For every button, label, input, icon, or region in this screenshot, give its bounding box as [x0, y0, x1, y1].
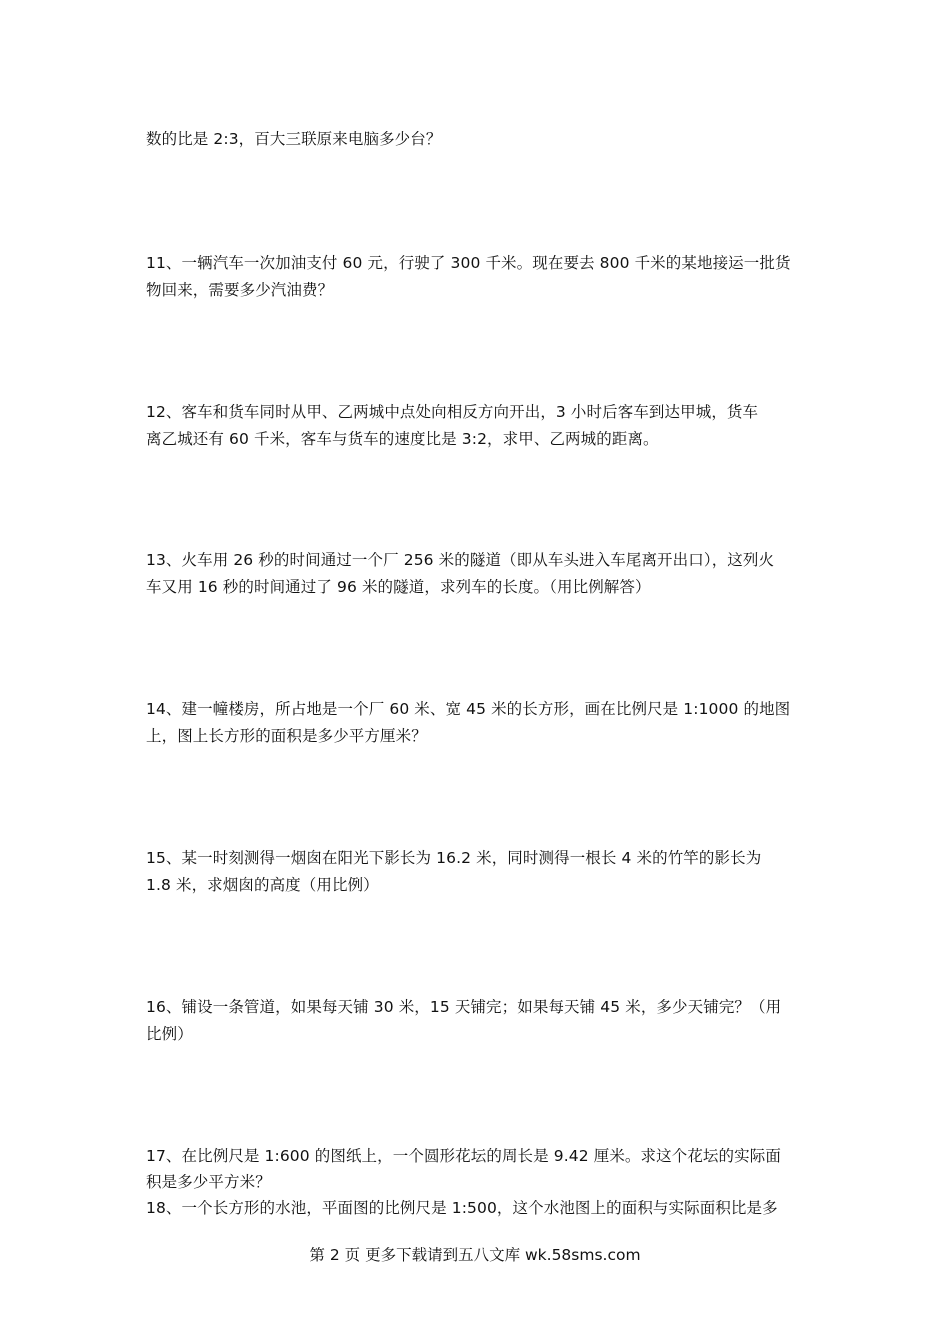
problem-11-line-2: 物回来，需要多少汽油费？ [146, 281, 334, 299]
problem-13-line-1: 13、火车用 26 秒的时间通过一个厂 256 米的隧道（即从车头进入车尾离开出口），这列火 [146, 551, 775, 569]
problem-11-line-1: 11、一辆汽车一次加油支付 60 元，行驶了 300 千米。现在要去 800 千米的某地接运一批货 [146, 254, 791, 272]
problem-16-line-1: 16、铺设一条管道，如果每天铺 30 米，15 天铺完；如果每天铺 45 米，多少天铺完？（用 [146, 998, 782, 1016]
page-footer: 第 2 页 更多下载请到五八文库 wk.58sms.com [309, 1246, 641, 1264]
problem-18-line-1: 18、一个长方形的水池，平面图的比例尺是 1:500，这个水池图上的面积与实际面积比是多 [146, 1199, 778, 1217]
problem-16-line-2: 比例） [146, 1025, 193, 1043]
problem-17-line-2: 积是多少平方米？ [146, 1173, 271, 1191]
problem-13-line-2: 车又用 16 秒的时间通过了 96 米的隧道，求列车的长度。（用比例解答） [146, 578, 651, 596]
problem-14-line-1: 14、建一幢楼房，所占地是一个厂 60 米、宽 45 米的长方形，画在比例尺是 1:1000 的地图 [146, 700, 791, 718]
problem-15-line-1: 15、某一时刻测得一烟囱在阳光下影长为 16.2 米，同时测得一根长 4 米的竹竿的影长为 [146, 849, 762, 867]
problem-17-line-1: 17、在比例尺是 1:600 的图纸上，一个圆形花坛的周长是 9.42 厘米。求这个花坛的实际面 [146, 1147, 781, 1165]
problem-12-line-2: 离乙城还有 60 千米，客车与货车的速度比是 3:2，求甲、乙两城的距离。 [146, 430, 659, 448]
problem-15-line-2: 1.8 米，求烟囱的高度（用比例） [146, 876, 379, 894]
problem-10-line-2: 数的比是 2:3，百大三联原来电脑多少台？ [146, 130, 442, 148]
problem-14-line-2: 上，图上长方形的面积是多少平方厘米？ [146, 727, 427, 745]
problem-12-line-1: 12、客车和货车同时从甲、乙两城中点处向相反方向开出，3 小时后客车到达甲城，货车 [146, 403, 759, 421]
